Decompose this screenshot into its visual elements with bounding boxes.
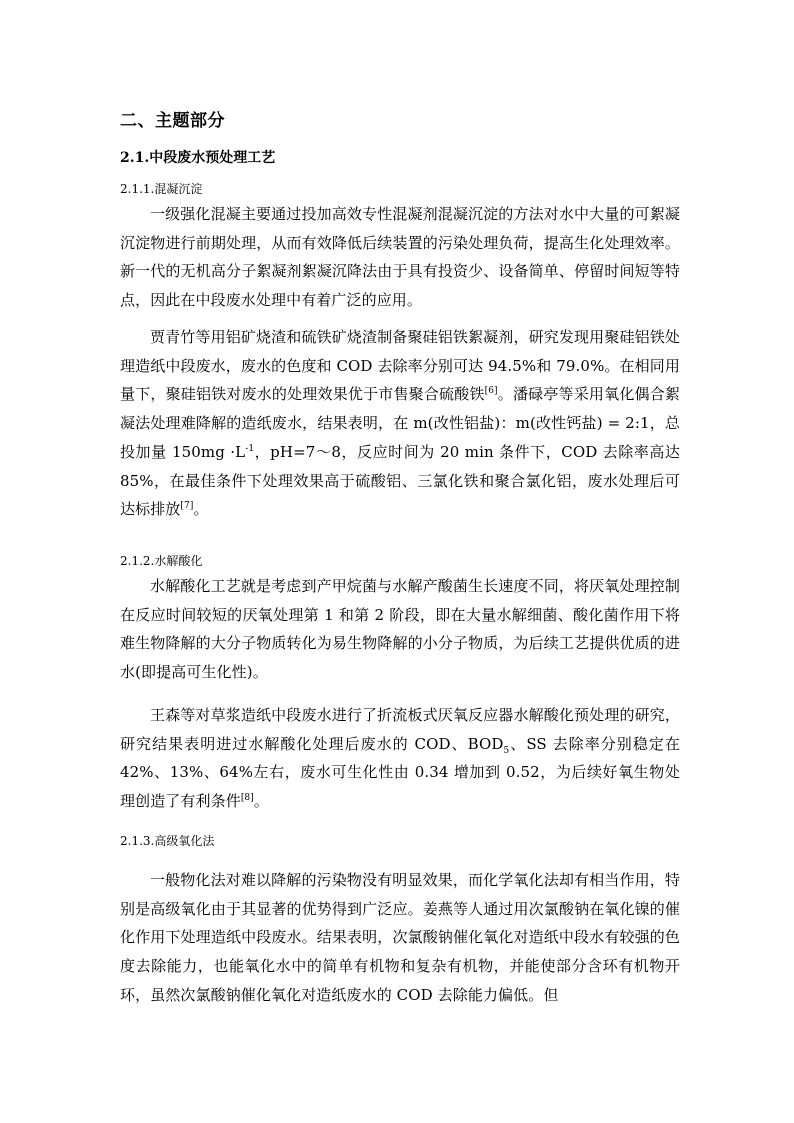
paragraph-advanced-oxidation: 一般物化法对难以降解的污染物没有明显效果，而化学氧化法却有相当作用，特别是高级氧化由于其显著的优势得到广泛应。姜燕等人通过用次氯酸钠在氧化镍的催化作用下处理造纸中段废水。结果表明，次氯酸钠催化氧化对造纸中段水有较强的色度去除能力，也能氧化水中的简单有机物和复杂有机物，并能使部分含环有机物开环，虽然次氯酸钠催化氧化对造纸废水的 COD 去除能力偏低。但 (120, 871, 680, 1004)
text-run: 。 (193, 500, 209, 519)
paragraph-hydrolysis-intro: 水解酸化工艺就是考虑到产甲烷菌与水解产酸菌生长速度不同，将厌氧处理控制在反应时间较短的厌氧处理第 1 和第 2 阶段，即在大量水解细菌、酸化菌作用下将难生物降解的大分子物质转化为易生物降解的小分子物质，为后续工艺提供优质的进水(即提高可生化性)。 (120, 577, 680, 682)
text-run: 、SS 去除率分别稳定在 42%、13%、64%左右，废水可生化性由 0.34 增加到 0.52，为后续好氧生物处理创造了有利条件 (120, 734, 680, 811)
citation-ref: [7] (180, 501, 194, 512)
superscript: -1 (245, 443, 255, 454)
paragraph-hydrolysis-study (120, 701, 680, 816)
paragraph-coagulation-studies (120, 323, 680, 524)
heading-2-1-2: 2.1.2.水解酸化 (120, 554, 203, 568)
section-title: 二、主题部分 (120, 111, 225, 131)
paragraph-coagulation-intro: 一级强化混凝主要通过投加高效专性混凝剂混凝沉淀的方法对水中大量的可絮凝沉淀物进行前期处理，从而有效降低后续装置的污染处理负荷，提高生化处理效率。新一代的无机高分子絮凝剂絮凝沉降法由于具有投资少、设备简单、停留时间短等特点，因此在中段废水处理中有着广泛的应用。 (120, 205, 680, 310)
citation-ref: [6] (484, 386, 498, 397)
text-run: ，pH=7～8，反应时间为 20 min 条件下，COD 去除率高达 85%，在最佳条件下处理效果高于硫酸铝、三氯化铁和聚合氯化铝，废水处理后可达标排放 (120, 442, 681, 519)
text-run: 王森等对草浆造纸中段废水进行了折流板式厌氧反应器水解酸化预处理的研究，研究结果表明进过水解酸化处理后废水的 COD、BOD (120, 706, 680, 753)
heading-2-1: 2.1.中段废水预处理工艺 (120, 150, 276, 166)
text-run: 贾青竹等用铝矿烧渣和硫铁矿烧渣制备聚硅铝铁絮凝剂，研究发现用聚硅铝铁处理造纸中段废水，废水的色度和 COD 去除率分别可达 94.5%和 79.0%。在相同用量下，聚硅铝铁对废水的处理效果优于市售聚合硫酸铁 (120, 328, 680, 404)
text-run: 。 (253, 792, 269, 811)
text-run: 。潘碌亭等采用氧化偶合絮凝法处理难降解的造纸废水，结果表明，在 m(改性铝盐)：m(改性钙盐) = 2:1，总投加量 150mg ·L (120, 385, 680, 461)
citation-ref: [8] (240, 793, 254, 804)
heading-2-1-3: 2.1.3.高级氧化法 (120, 834, 215, 848)
heading-2-1-1: 2.1.1.混凝沉淀 (120, 182, 203, 196)
subscript: 5 (503, 745, 510, 756)
